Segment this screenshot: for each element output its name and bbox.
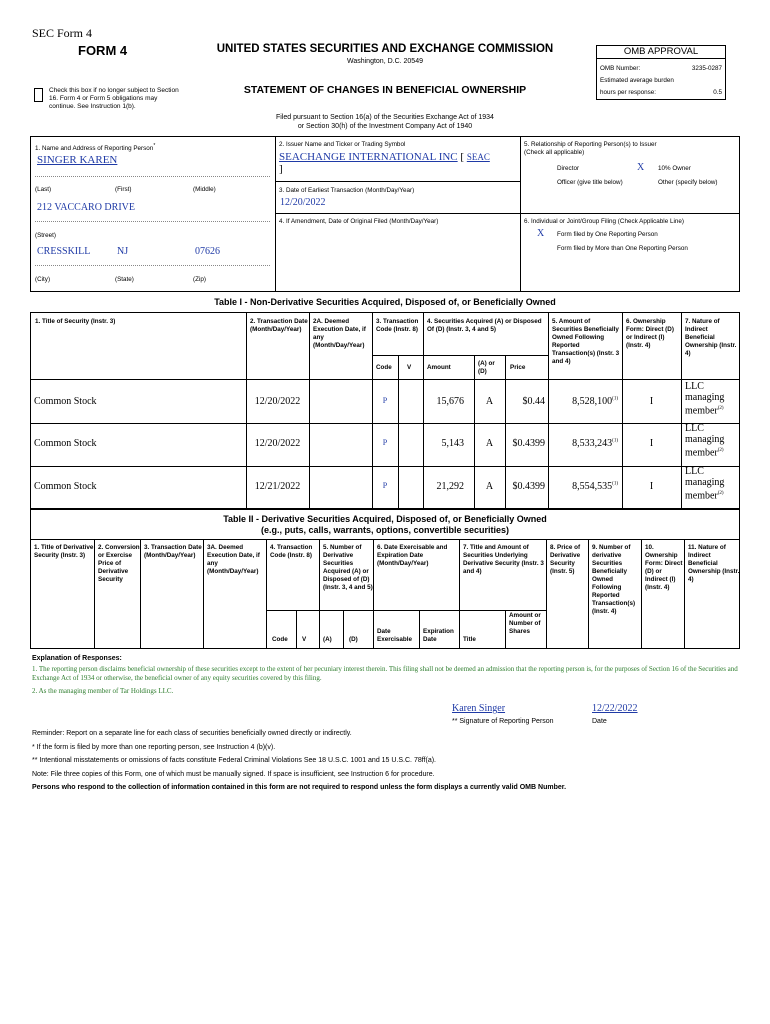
issuer-name-ticker[interactable]: SEACHANGE INTERNATIONAL INC [ SEAC ] xyxy=(279,151,490,175)
state-value: NJ xyxy=(117,246,129,257)
t2-h-d: (D) xyxy=(349,636,358,643)
issuer-ticker[interactable]: SEAC xyxy=(466,152,490,162)
more-person-label: Form filed by More than One Reporting Person xyxy=(557,245,688,252)
omb-hours-value: 0.5 xyxy=(713,89,722,96)
t2-h-exercisable: 6. Date Exercisable and Expiration Date (Month/Day/Year) xyxy=(377,544,448,567)
signature-label: ** Signature of Reporting Person xyxy=(452,718,554,725)
t1-h-code-sub: Code xyxy=(376,364,392,371)
table1-title: Table I - Non-Derivative Securities Acquired, Disposed of, or Beneficially Owned xyxy=(214,297,556,307)
footnote-1: 1. The reporting person disclaims beneficial ownership of these securities except to the extent of her pecuniary interest therein. This filing shall not be deemed an admission that the reporting person is, for the purposes of Section 16 of the Securities and Exchange Act of 1934 or otherwise, the beneficial owner of any equity securities covered by this filing. xyxy=(32,665,738,682)
t1-h-price: Price xyxy=(510,364,526,371)
t2-h-number: 5. Number of Derivative Securities Acquired (A) or Disposed of (D) (Instr. 3, 4 and 5) xyxy=(323,544,373,591)
t1-h-nature: 7. Nature of Indirect Beneficial Ownership (Instr. 4) xyxy=(685,318,737,357)
t2-h-underlying: 7. Title and Amount of Securities Underlying Derivative Security (Instr. 3 and 4) xyxy=(463,544,544,575)
t2-h-code: 4. Transaction Code (Instr. 8) xyxy=(270,544,313,559)
t1-h-title: 1. Title of Security (Instr. 3) xyxy=(35,318,116,325)
t2-h-title: 1. Title of Derivative Security (Instr. 3) xyxy=(34,544,94,559)
one-person-mark[interactable]: X xyxy=(537,228,545,239)
t2-h-a: (A) xyxy=(323,636,332,643)
earliest-date-label: 3. Date of Earliest Transaction (Month/Day/Year) xyxy=(279,187,415,194)
first-label: (First) xyxy=(115,186,132,193)
agency-location: Washington, D.C. 20549 xyxy=(346,58,423,65)
table-row: Common Stock 12/20/2022 P 15,676 A $0.44 8,528,100$^{(1)}$ I LLC managing member$^{(2)}$ xyxy=(34,381,725,417)
t1-h-v: V xyxy=(407,364,412,371)
table-row: Common Stock 12/21/2022 P 21,292 A $0.4399 8,554,535$^{(1)}$ I LLC managing member$^{(2)}$ xyxy=(34,466,725,502)
relationship-label: 5. Relationship of Reporting Person(s) to Issuer xyxy=(524,141,657,148)
agency-name: UNITED STATES SECURITIES AND EXCHANGE COMMISSION xyxy=(216,43,554,55)
t2-h-date-ex: Date Exercisable xyxy=(377,628,413,643)
table2-title: Table II - Derivative Securities Acquired, Disposed of, or Beneficially Owned xyxy=(223,514,547,524)
street-label: (Street) xyxy=(35,232,56,239)
city-value: CRESSKILL xyxy=(37,246,91,257)
relationship-sublabel: (Check all applicable) xyxy=(524,149,585,156)
signature-date: 12/22/2022 xyxy=(592,703,638,714)
t2-h-date: 3. Transaction Date (Month/Day/Year) xyxy=(144,544,202,559)
reporting-person-label: 1. Name and Address of Reporting Person* xyxy=(35,143,156,153)
reporting-person-name[interactable]: SINGER KAREN xyxy=(37,154,118,166)
no-longer-subject-checkbox[interactable] xyxy=(34,88,43,102)
t1-h-form: 6. Ownership Form: Direct (D) or Indirect (I) (Instr. 4) xyxy=(626,318,674,349)
t2-h-deemed: 3A. Deemed Execution Date, if any (Month/Day/Year) xyxy=(207,544,260,575)
one-person-label: Form filed by One Reporting Person xyxy=(557,231,658,238)
statement-title: STATEMENT OF CHANGES IN BENEFICIAL OWNERSHIP xyxy=(243,84,527,96)
doc-title: SEC Form 4 xyxy=(32,26,93,40)
state-label: (State) xyxy=(115,276,134,283)
other-label: Other (specify below) xyxy=(658,179,718,186)
zip-value: 07626 xyxy=(195,246,220,257)
amendment-label: 4. If Amendment, Date of Original Filed (Month/Day/Year) xyxy=(279,218,439,225)
note-4: Persons who respond to the collection of information contained in this form are not required to respond unless the form displays a currently valid OMB Number. xyxy=(32,784,567,791)
omb-burden-label: Estimated average burden xyxy=(600,77,674,84)
table2-title-block xyxy=(30,514,740,536)
t1-h-date: 2. Transaction Date (Month/Day/Year) xyxy=(250,318,308,333)
omb-number-label: OMB Number: xyxy=(600,65,641,72)
reminder-note: Reminder: Report on a separate line for each class of securities beneficially owned directly or indirectly. xyxy=(32,730,352,737)
zip-label: (Zip) xyxy=(193,276,206,283)
t2-h-form: 10. Ownership Form: Direct (D) or Indirect (I) (Instr. 4) xyxy=(645,544,683,591)
t2-h-title-sub: Title xyxy=(463,636,476,643)
omb-number-value: 3235-0287 xyxy=(691,65,722,72)
t1-h-amount: Amount xyxy=(427,364,451,371)
omb-hours-label: hours per response: xyxy=(600,89,657,96)
middle-label: (Middle) xyxy=(193,186,216,193)
earliest-date-value: 12/20/2022 xyxy=(280,197,326,208)
note-2: ** Intentional misstatements or omissions of facts constitute Federal Criminal Violations See 18 U.S.C. 1001 and 15 U.S.C. 78ff(a). xyxy=(32,757,436,764)
t1-h-deemed: 2A. Deemed Execution Date, if any (Month/Day/Year) xyxy=(313,318,366,349)
table2-subtitle: (e.g., puts, calls, warrants, options, convertible securities) xyxy=(260,525,510,535)
t2-h-conversion: 2. Conversion or Exercise Price of Derivative Security xyxy=(98,544,140,583)
officer-label: Officer (give title below) xyxy=(557,179,623,186)
form-label: FORM 4 xyxy=(78,43,128,58)
signature-name: Karen Singer xyxy=(452,703,506,714)
director-mark[interactable]: X xyxy=(637,162,645,173)
issuer-name[interactable]: SEACHANGE INTERNATIONAL INC xyxy=(279,151,458,163)
t2-h-nature: 11. Nature of Indirect Beneficial Ownership (Instr. 4) xyxy=(688,544,740,583)
t1-h-acquired: 4. Securities Acquired (A) or Disposed Of (D) (Instr. 3, 4 and 5) xyxy=(427,318,542,333)
note-3: Note: File three copies of this Form, one of which must be manually signed. If space is insufficient, see Instruction 6 for procedure. xyxy=(32,771,435,778)
footnote-2: 2. As the managing member of Tar Holdings LLC. xyxy=(32,687,174,695)
t2-h-price: 8. Price of Derivative Security (Instr. 5) xyxy=(550,544,581,575)
filed-line-1: Filed pursuant to Section 16(a) of the Securities Exchange Act of 1934 xyxy=(276,114,494,121)
table1-body xyxy=(30,379,740,511)
street-value: 212 VACCARO DRIVE xyxy=(37,202,135,213)
t1-h-owned: 5. Amount of Securities Beneficially Owned Following Reported Transaction(s) (Instr. 3 and 4) xyxy=(552,318,620,365)
t1-h-ad: (A) or (D) xyxy=(478,360,495,375)
director-label: Director xyxy=(557,165,580,172)
table-row: Common Stock 12/20/2022 P 5,143 A $0.4399 8,533,243$^{(1)}$ I LLC managing member$^{(2)}$ xyxy=(34,423,725,459)
signature-date-label: Date xyxy=(592,718,607,725)
checkbox-text: Check this box if no longer subject to Section 16. Form 4 or Form 5 obligations may continue. See Instruction 1(b). xyxy=(49,87,179,110)
filed-line-2: or Section 30(h) of the Investment Company Act of 1940 xyxy=(297,123,473,130)
filed-pursuant xyxy=(190,113,580,131)
t2-h-expiration: Expiration Date xyxy=(423,628,454,643)
omb-title: OMB APPROVAL xyxy=(596,45,726,59)
t2-h-amount: Amount or Number of Shares xyxy=(509,612,541,635)
last-label: (Last) xyxy=(35,186,52,193)
explanation-label: Explanation of Responses: xyxy=(32,655,122,662)
t1-h-code: 3. Transaction Code (Instr. 8) xyxy=(376,318,419,333)
t2-h-code-sub: Code xyxy=(272,636,288,643)
city-label: (City) xyxy=(35,276,51,283)
t2-h-owned: 9. Number of derivative Securities Beneficially Owned Following Reported Transaction(s) (Instr. 4) xyxy=(592,544,636,615)
ten-pct-owner-label: 10% Owner xyxy=(658,165,691,172)
t2-h-v: V xyxy=(302,636,307,643)
filing-label: 6. Individual or Joint/Group Filing (Check Applicable Line) xyxy=(524,218,684,225)
issuer-label: 2. Issuer Name and Ticker or Trading Symbol xyxy=(279,141,406,148)
note-1: * If the form is filed by more than one reporting person, see Instruction 4 (b)(v). xyxy=(32,744,276,751)
